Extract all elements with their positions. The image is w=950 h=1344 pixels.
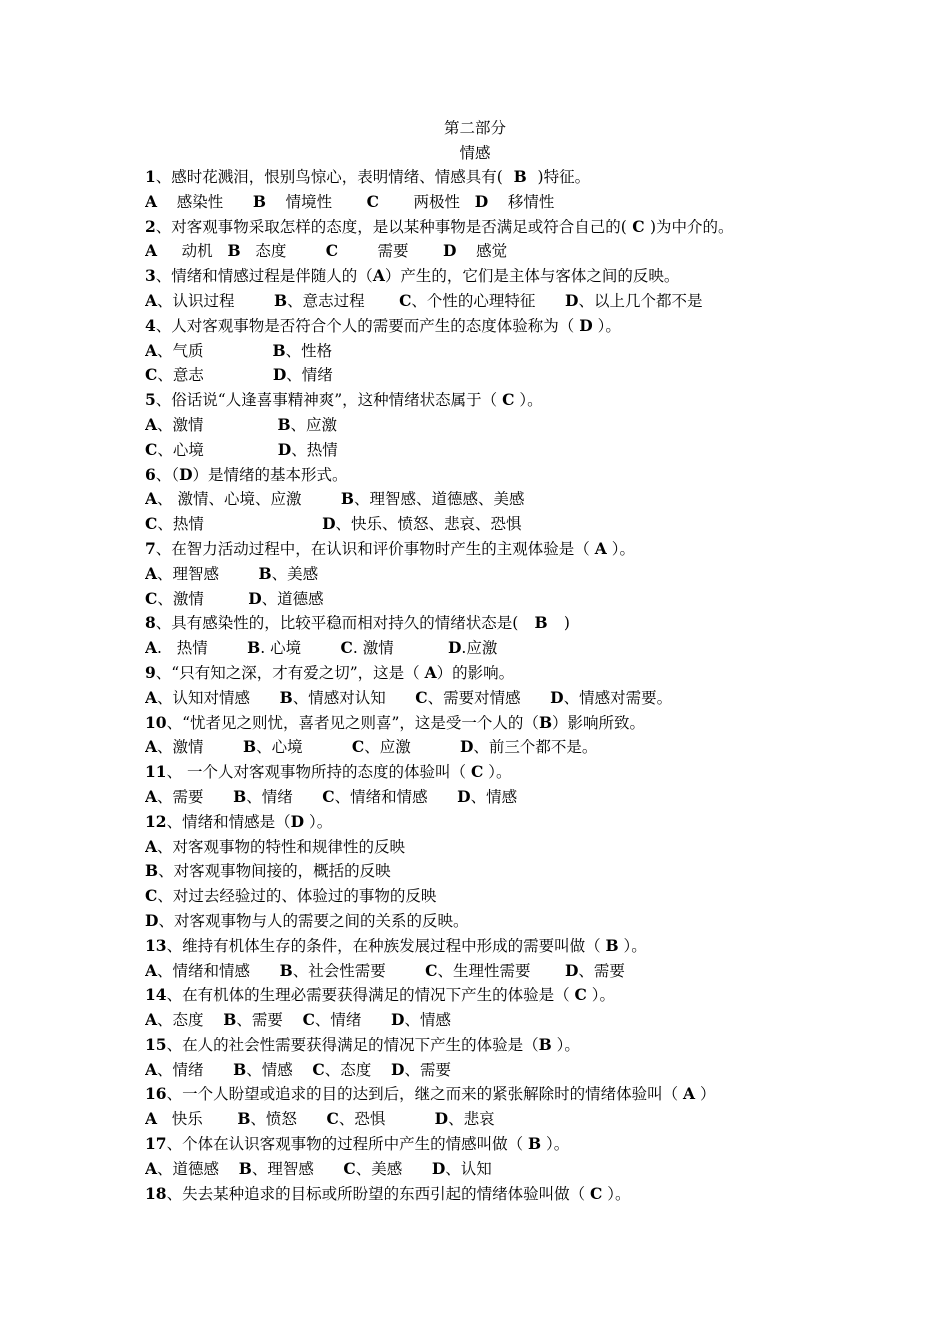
question-stem: 、人对客观事物是否符合个人的需要而产生的态度体验称为（	[155, 316, 580, 335]
question-stem: 、在智力活动过程中，在认识和评价事物时产生的主观体验是（	[155, 539, 595, 558]
question-stem: 、 一个人对客观事物所持的态度的体验叫（	[166, 763, 471, 782]
option-text: 、理智感	[157, 564, 259, 583]
answer-text: B	[605, 935, 619, 955]
question-text	[145, 218, 627, 236]
question-text	[145, 614, 518, 632]
option-letter: C	[145, 886, 158, 906]
option-letter: A	[145, 414, 158, 434]
option-text: 、个性的心理特征	[411, 291, 565, 310]
option-letter: D	[550, 687, 564, 707]
question-stem: 、一个人盼望或追求的目的达到后，继之而来的紧张解除时的情绪体验叫（	[166, 1085, 684, 1104]
option-text: 动机	[157, 242, 228, 261]
option-text: 、快乐、愤怒、悲哀、恐惧	[335, 515, 522, 534]
option-line	[145, 959, 935, 984]
question-text: ）。	[618, 936, 647, 955]
option-text: . 热情	[157, 639, 248, 658]
question-text	[145, 664, 425, 682]
option-letter: B	[252, 191, 266, 211]
option-letter: C	[145, 514, 158, 534]
option-letter: D	[390, 1059, 405, 1079]
question-number: 2	[145, 216, 156, 236]
option-letter: B	[242, 737, 257, 757]
option-letter: A	[145, 687, 158, 707]
question-text: )为中介的。	[650, 217, 734, 236]
option-text: 、美感	[355, 1159, 432, 1178]
option-text: 、对过去经验过的、体验过的事物的反映	[157, 887, 437, 906]
answer-text: D	[579, 315, 593, 335]
option-text: 、认知	[445, 1159, 492, 1178]
option-text: 、道德感	[157, 1159, 239, 1178]
question-stem: 、在人的社会性需要获得满足的情况下产生的体验是（	[166, 1035, 539, 1054]
option-text: 情境性	[265, 192, 367, 211]
question-text: ）。	[606, 539, 635, 558]
option-text: 、 激情、心境、应激	[157, 490, 341, 509]
question-text	[145, 1085, 683, 1103]
option-line	[145, 859, 935, 884]
question-number: 12	[145, 811, 167, 831]
question-number: 8	[145, 613, 156, 633]
question-number: 15	[145, 1034, 167, 1054]
option-letter: D	[443, 241, 457, 261]
option-text: 两极性	[378, 192, 475, 211]
answer-text: C	[502, 390, 515, 410]
question-text: ）。	[592, 316, 621, 335]
question-number: 9	[145, 662, 156, 682]
option-text: 、对客观事物与人的需要之间的关系的反映。	[158, 911, 469, 930]
option-letter: A	[145, 1010, 158, 1030]
option-text: 、理智感	[251, 1159, 344, 1178]
option-text: 移情性	[488, 192, 555, 211]
question-stem: 、对客观事物采取怎样的态度，是以某种事物是否满足或符合自己的(	[155, 217, 627, 236]
question-text: ）。	[304, 812, 333, 831]
option-text: 、情绪	[314, 1011, 391, 1030]
question-text	[145, 986, 575, 1004]
option-text: 、激情	[157, 415, 278, 434]
option-text: 、情绪和情感	[334, 787, 458, 806]
question-stem: 、“忧者见之则忧，喜者见之则喜”，这是受一个人的（	[166, 713, 539, 732]
option-line	[145, 413, 935, 438]
option-text: 、以上几个都不是	[578, 291, 703, 310]
option-text: 快乐	[157, 1110, 238, 1129]
option-text: 、激情	[157, 589, 249, 608]
option-line	[145, 487, 935, 512]
question-text: ）的影响。	[436, 663, 515, 682]
question-text: ）影响所致。	[552, 713, 646, 732]
option-text: 、对客观事物间接的，概括的反映	[158, 862, 391, 881]
option-text: 、情感对需要。	[563, 688, 673, 707]
option-line	[145, 289, 935, 314]
option-letter: C	[326, 1109, 339, 1129]
question-text	[145, 1036, 539, 1054]
question-text	[145, 267, 373, 285]
answer-text: B	[518, 613, 564, 633]
question-number: 10	[145, 712, 167, 732]
option-text: 、热情	[157, 515, 323, 534]
answer-text: C	[470, 762, 484, 782]
option-letter: B	[279, 687, 293, 707]
option-text: 、态度	[157, 1011, 224, 1030]
option-letter: D	[322, 514, 336, 534]
question-text: ）。	[514, 391, 543, 410]
question-text	[145, 813, 291, 831]
option-letter: A	[145, 290, 158, 310]
option-text: 态度	[240, 242, 326, 261]
question-text	[145, 317, 579, 335]
answer-text: B	[502, 167, 538, 186]
option-letter: B	[227, 241, 241, 261]
option-line	[145, 562, 935, 587]
section-title: 第二部分	[443, 119, 506, 137]
question-text	[145, 714, 539, 732]
answer-text: B	[538, 1034, 552, 1054]
option-letter: B	[277, 414, 291, 434]
answer-text: A	[594, 538, 607, 558]
option-text: 、热情	[291, 440, 338, 459]
option-letter: A	[145, 241, 158, 261]
option-line	[145, 239, 935, 264]
option-letter: A	[145, 786, 158, 806]
question-text	[145, 466, 179, 484]
option-letter: C	[145, 588, 158, 608]
option-text: 、需要对情感	[427, 688, 551, 707]
option-line	[145, 1058, 935, 1083]
question-line	[145, 711, 935, 736]
option-text: 、悲哀	[448, 1110, 495, 1129]
answer-text: C	[590, 1183, 603, 1203]
question-number: 11	[145, 762, 167, 782]
question-line	[145, 661, 935, 686]
question-line	[145, 1033, 935, 1058]
question-stem: 、感时花溅泪，恨别鸟惊心，表明情绪、情感具有(	[155, 168, 503, 186]
option-letter: B	[233, 1059, 247, 1079]
option-text: 、需要	[404, 1060, 451, 1079]
option-letter: B	[145, 861, 159, 881]
option-text: 、情绪	[157, 1060, 234, 1079]
option-letter: A	[145, 1059, 158, 1079]
option-text: 、情感	[246, 1060, 313, 1079]
option-letter: A	[145, 836, 158, 856]
option-text: 感觉	[456, 242, 508, 261]
option-letter: D	[447, 638, 462, 658]
option-line	[145, 735, 935, 760]
question-stem: 、（	[155, 465, 180, 484]
question-line	[145, 264, 935, 289]
question-line	[145, 388, 935, 413]
question-text	[145, 763, 471, 781]
option-text: 、社会性需要	[292, 961, 426, 980]
option-letter: C	[325, 241, 339, 261]
question-stem: 、维持有机体生存的条件，在种族发展过程中形成的需要叫做（	[166, 936, 606, 955]
question-text: ）。	[586, 986, 616, 1005]
question-text: ）。	[541, 1135, 570, 1154]
option-text: 、情绪	[246, 787, 323, 806]
option-text: 、性格	[285, 341, 333, 360]
option-letter: C	[145, 439, 158, 459]
option-letter: D	[459, 737, 474, 757]
option-letter: C	[399, 290, 412, 310]
option-line	[145, 339, 935, 364]
option-text: 、意志	[157, 366, 273, 385]
question-text: ）。	[483, 763, 512, 782]
option-letter: B	[258, 563, 272, 583]
option-text: 、认知对情感	[157, 688, 280, 707]
answer-text: A	[683, 1084, 696, 1104]
option-line	[145, 1008, 935, 1033]
option-letter: B	[273, 290, 288, 310]
question-number: 1	[145, 167, 156, 186]
answer-text: B	[528, 1134, 542, 1154]
option-text: 、情绪	[286, 366, 333, 385]
question-stem: 、具有感染性的，比较平稳而相对持久的情绪状态是(	[155, 614, 519, 633]
option-line	[145, 686, 935, 711]
option-text: 、心境	[256, 738, 352, 757]
option-letter: D	[277, 439, 292, 459]
option-text: 、应激	[290, 415, 338, 434]
option-text: 、需要	[578, 961, 625, 980]
option-letter: A	[145, 737, 158, 757]
question-text: ）是情绪的基本形式。	[192, 465, 348, 484]
question-text	[145, 540, 595, 558]
question-line	[145, 463, 935, 488]
option-letter: C	[425, 960, 438, 980]
option-text: 、情感	[470, 787, 518, 806]
option-text: 、美感	[271, 564, 319, 583]
option-text: 、情绪和情感	[157, 961, 280, 980]
option-letter: B	[233, 786, 247, 806]
option-letter: C	[145, 365, 158, 385]
option-line	[145, 785, 935, 810]
question-number: 14	[145, 985, 167, 1005]
option-line	[145, 512, 935, 537]
option-text: 、气质	[157, 341, 273, 360]
question-text: ）。	[602, 1184, 631, 1203]
option-line	[145, 363, 935, 388]
option-letter: A	[145, 191, 158, 211]
question-stem: 、“只有知之深，才有爱之切”，这是（	[155, 663, 425, 682]
option-text: . 心境	[260, 639, 341, 658]
option-letter: B	[223, 1010, 237, 1030]
option-letter: A	[145, 1158, 158, 1178]
question-line	[145, 1182, 935, 1207]
option-letter: D	[434, 1109, 449, 1129]
option-line	[145, 636, 935, 661]
question-number: 5	[145, 390, 156, 410]
question-line	[145, 760, 935, 785]
option-letter: A	[145, 1109, 158, 1129]
option-line	[145, 587, 935, 612]
option-text: 需要	[338, 242, 444, 261]
question-text: ）产生的，它们是主体与客体之间的反映。	[384, 267, 680, 286]
option-letter: B	[340, 489, 354, 509]
option-letter: D	[474, 191, 489, 211]
question-number: 3	[145, 266, 156, 286]
question-number: 7	[145, 538, 156, 558]
question-text: )	[563, 614, 570, 633]
option-text: 、前三个都不是。	[473, 738, 598, 757]
option-letter: C	[343, 1158, 356, 1178]
question-text	[145, 1135, 528, 1153]
option-text: 、生理性需要	[437, 961, 565, 980]
option-text: 、需要	[157, 787, 234, 806]
option-letter: A	[145, 960, 158, 980]
question-line	[145, 810, 935, 835]
question-stem: 、个体在认识客观事物的过程所中产生的情感叫做（	[166, 1135, 529, 1154]
question-stem: 、失去某种追求的目标或所盼望的东西引起的情绪体验叫做（	[166, 1184, 591, 1203]
option-letter: B	[272, 340, 286, 360]
option-text: 、愤怒	[250, 1110, 327, 1129]
option-letter: B	[238, 1158, 252, 1178]
question-number: 18	[145, 1183, 167, 1203]
option-letter: C	[312, 1059, 325, 1079]
option-letter: D	[457, 786, 471, 806]
question-line	[145, 537, 935, 562]
option-letter: C	[322, 786, 335, 806]
question-text	[145, 168, 503, 186]
option-text: 、激情	[157, 738, 243, 757]
option-letter: A	[145, 563, 158, 583]
option-letter: D	[390, 1010, 405, 1030]
question-stem: 、情绪和情感过程是伴随人的（	[155, 267, 373, 286]
question-stem: 、在有机体的生理必需要获得满足的情况下产生的体验是（	[166, 986, 575, 1005]
answer-text: C	[574, 985, 587, 1005]
question-line	[145, 215, 935, 240]
option-text: 、认识过程	[157, 291, 274, 310]
answer-text: D	[179, 464, 193, 484]
option-text: . 激情	[352, 639, 448, 658]
option-letter: C	[366, 191, 379, 211]
question-number: 13	[145, 935, 167, 955]
option-letter: C	[340, 638, 353, 658]
option-text: 、理智感、道德感、美感	[353, 490, 525, 509]
question-line	[145, 611, 935, 636]
section-subtitle: 情感	[459, 144, 491, 162]
option-line	[145, 1157, 935, 1182]
option-letter: D	[145, 910, 159, 930]
option-line	[145, 835, 935, 860]
option-letter: A	[145, 489, 158, 509]
question-text: ）	[695, 1085, 716, 1104]
option-letter: C	[351, 737, 365, 757]
option-text: 、态度	[324, 1060, 391, 1079]
option-text: 感染性	[157, 192, 253, 211]
question-text	[145, 937, 606, 955]
question-line	[145, 983, 935, 1008]
option-letter: B	[237, 1109, 251, 1129]
option-text: 、情感	[404, 1011, 451, 1030]
option-text: 、恐惧	[338, 1110, 435, 1129]
option-line	[145, 909, 935, 934]
option-letter: D	[248, 588, 262, 608]
option-text: 、道德感	[261, 589, 324, 608]
question-text: )特征。	[537, 168, 591, 186]
question-line	[145, 165, 935, 190]
question-number: 16	[145, 1084, 167, 1104]
option-letter: B	[247, 638, 261, 658]
option-letter: C	[415, 687, 428, 707]
answer-text: C	[626, 216, 650, 236]
option-text: 、心境	[157, 440, 278, 459]
option-letter: B	[279, 960, 293, 980]
question-line	[145, 1132, 935, 1157]
option-letter: C	[302, 1010, 315, 1030]
question-number: 4	[145, 315, 156, 335]
question-line	[145, 1082, 935, 1107]
question-list	[145, 165, 935, 1206]
option-text: 、情感对认知	[292, 688, 416, 707]
option-text: 、需要	[236, 1011, 303, 1030]
option-text: .应激	[461, 639, 498, 658]
question-stem: 、俗话说“人逢喜事精神爽”，这种情绪状态属于（	[155, 391, 503, 410]
option-line	[145, 1107, 935, 1132]
answer-text: A	[372, 266, 385, 286]
question-number: 6	[145, 464, 156, 484]
option-letter: A	[145, 340, 158, 360]
option-letter: D	[431, 1158, 446, 1178]
option-letter: D	[564, 290, 579, 310]
option-text: 、对客观事物的特性和规律性的反映	[157, 837, 406, 856]
answer-text: B	[538, 712, 553, 732]
question-line	[145, 934, 935, 959]
option-line	[145, 884, 935, 909]
answer-text: D	[290, 811, 305, 831]
question-text	[145, 1185, 590, 1203]
option-text: 、应激	[364, 738, 460, 757]
question-text	[145, 391, 502, 409]
question-line	[145, 314, 935, 339]
option-letter: D	[564, 960, 579, 980]
question-number: 17	[145, 1134, 167, 1154]
option-line	[145, 438, 935, 463]
option-letter: D	[272, 365, 287, 385]
question-text: ）。	[551, 1035, 580, 1054]
option-text: 、意志过程	[287, 291, 400, 310]
option-letter: A	[145, 638, 158, 658]
answer-text: A	[424, 662, 437, 682]
option-line	[145, 190, 935, 215]
question-stem: 、情绪和情感是（	[166, 812, 291, 831]
